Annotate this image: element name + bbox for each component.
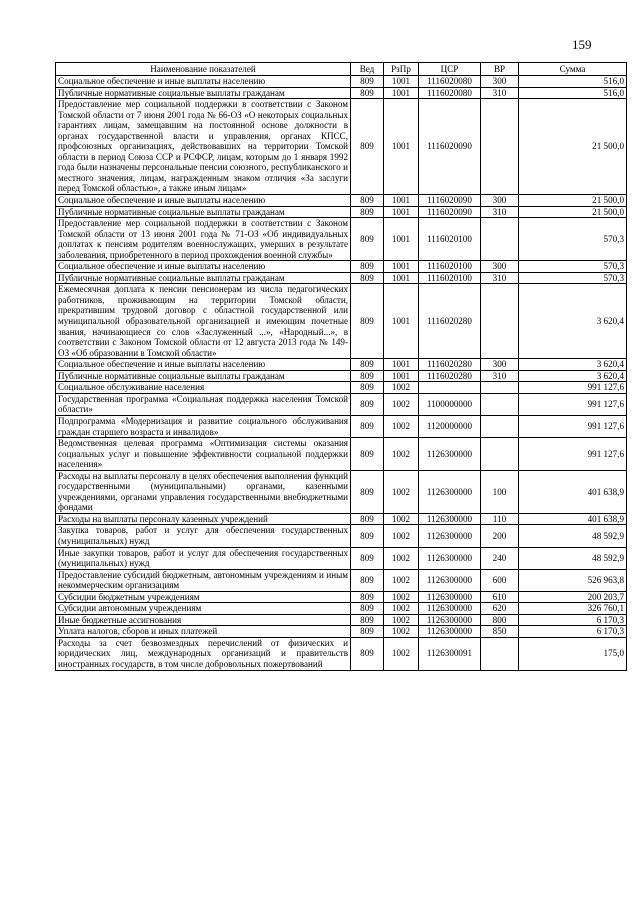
row-rzpr-cell: 1001: [384, 272, 419, 284]
table-row: [56, 76, 627, 88]
row-name-cell: Социальное обеспечение и иные выплаты населению: [56, 359, 351, 371]
row-name-cell: Субсидии автономным учреждениям: [56, 603, 351, 615]
row-ved-cell: 809: [351, 637, 384, 670]
table-row: [56, 393, 627, 415]
row-csr-cell: 1116020090: [419, 206, 481, 218]
row-vr-cell: 300: [481, 76, 519, 88]
row-sum-cell: 200 203,7: [519, 591, 627, 603]
row-rzpr-cell: 1002: [384, 393, 419, 415]
row-rzpr-cell: 1002: [384, 525, 419, 547]
row-rzpr-cell: 1002: [384, 614, 419, 626]
row-csr-cell: 1126300091: [419, 637, 481, 670]
row-vr-cell: 310: [481, 370, 519, 382]
row-csr-cell: 1126300000: [419, 603, 481, 615]
row-csr-cell: 1116020100: [419, 261, 481, 273]
row-sum-cell: 21 500,0: [519, 195, 627, 207]
row-ved-cell: 809: [351, 547, 384, 569]
row-ved-cell: 809: [351, 415, 384, 437]
row-ved-cell: 809: [351, 382, 384, 394]
row-rzpr-cell: 1002: [384, 513, 419, 525]
table-row: [56, 195, 627, 207]
row-sum-cell: 6 170,3: [519, 614, 627, 626]
row-name-cell: Социальное обслуживание населения: [56, 382, 351, 394]
header-sum: Сумма: [519, 63, 627, 76]
table-row: [56, 370, 627, 382]
table-row: [56, 569, 627, 591]
row-ved-cell: 809: [351, 370, 384, 382]
row-sum-cell: 21 500,0: [519, 99, 627, 195]
row-csr-cell: 1116020090: [419, 195, 481, 207]
table-row: [56, 359, 627, 371]
table-row: [56, 261, 627, 273]
row-name-cell: Публичные нормативные социальные выплаты гражданам: [56, 272, 351, 284]
row-name-cell: Иные бюджетные ассигнования: [56, 614, 351, 626]
row-ved-cell: 809: [351, 218, 384, 261]
row-sum-cell: 570,3: [519, 218, 627, 261]
row-csr-cell: [419, 382, 481, 394]
page-number: 159: [572, 37, 592, 52]
row-ved-cell: 809: [351, 195, 384, 207]
row-name-cell: Государственная программа «Социальная поддержка населения Томской области»: [56, 393, 351, 415]
row-csr-cell: 1126300000: [419, 470, 481, 513]
row-sum-cell: 991 127,6: [519, 382, 627, 394]
row-rzpr-cell: 1001: [384, 261, 419, 273]
row-sum-cell: 326 760,1: [519, 603, 627, 615]
row-ved-cell: 809: [351, 393, 384, 415]
row-vr-cell: [481, 382, 519, 394]
row-name-cell: Уплата налогов, сборов и иных платежей: [56, 626, 351, 638]
row-ved-cell: 809: [351, 99, 384, 195]
row-ved-cell: 809: [351, 438, 384, 471]
row-vr-cell: [481, 438, 519, 471]
row-name-cell: Ведомственная целевая программа «Оптимизация системы оказания социальных услуг и повышение эффективности социальной поддержки населения»: [56, 438, 351, 471]
row-ved-cell: 809: [351, 272, 384, 284]
row-csr-cell: 1126300000: [419, 547, 481, 569]
row-csr-cell: 1126300000: [419, 614, 481, 626]
row-rzpr-cell: 1001: [384, 206, 419, 218]
row-ved-cell: 809: [351, 591, 384, 603]
row-vr-cell: 850: [481, 626, 519, 638]
row-rzpr-cell: 1001: [384, 218, 419, 261]
row-name-cell: Социальное обеспечение и иные выплаты населению: [56, 76, 351, 88]
row-vr-cell: [481, 415, 519, 437]
row-vr-cell: 100: [481, 470, 519, 513]
row-sum-cell: 570,3: [519, 261, 627, 273]
row-rzpr-cell: 1002: [384, 591, 419, 603]
row-csr-cell: 1116020100: [419, 272, 481, 284]
row-ved-cell: 809: [351, 87, 384, 99]
row-name-cell: Иные закупки товаров, работ и услуг для обеспечения государственных (муниципальных) нужд: [56, 547, 351, 569]
row-rzpr-cell: 1002: [384, 438, 419, 471]
row-csr-cell: 1116020280: [419, 284, 481, 359]
row-vr-cell: [481, 99, 519, 195]
row-csr-cell: 1126300000: [419, 626, 481, 638]
row-name-cell: Расходы на выплаты персоналу в целях обеспечения выполнения функций государственными (муниципальными) органами, казенными учреждениями, органами управления государственными внебюджетными фондами: [56, 470, 351, 513]
header-vr: ВР: [481, 63, 519, 76]
row-vr-cell: 300: [481, 261, 519, 273]
row-sum-cell: 991 127,6: [519, 415, 627, 437]
row-csr-cell: 1116020280: [419, 370, 481, 382]
row-vr-cell: 300: [481, 359, 519, 371]
row-csr-cell: 1116020080: [419, 76, 481, 88]
row-vr-cell: 310: [481, 272, 519, 284]
row-ved-cell: 809: [351, 603, 384, 615]
row-csr-cell: 1126300000: [419, 525, 481, 547]
row-vr-cell: [481, 393, 519, 415]
row-csr-cell: 1116020080: [419, 87, 481, 99]
row-name-cell: Социальное обеспечение и иные выплаты населению: [56, 195, 351, 207]
table-row: [56, 284, 627, 359]
row-rzpr-cell: 1002: [384, 470, 419, 513]
table-row: [56, 415, 627, 437]
row-name-cell: Закупка товаров, работ и услуг для обеспечения государственных (муниципальных) нужд: [56, 525, 351, 547]
row-name-cell: Предоставление мер социальной поддержки в соответствии с Законом Томской области от 13 июня 2001 года № 71-ОЗ «Об индивидуальных доплатах к пенсиям родителям военнослужащих, умерших в результате заболевания, приобретенного в период прохождения военной службы»: [56, 218, 351, 261]
row-vr-cell: 610: [481, 591, 519, 603]
row-ved-cell: 809: [351, 614, 384, 626]
row-vr-cell: 300: [481, 195, 519, 207]
row-rzpr-cell: 1002: [384, 415, 419, 437]
table-header-row: [56, 63, 627, 76]
row-name-cell: Социальное обеспечение и иные выплаты населению: [56, 261, 351, 273]
row-csr-cell: 1126300000: [419, 569, 481, 591]
table-row: [56, 99, 627, 195]
row-name-cell: Подпрограмма «Модернизация и развитие социального обслуживания граждан старшего возраста и инвалидов»: [56, 415, 351, 437]
table-row: [56, 547, 627, 569]
row-sum-cell: 526 963,8: [519, 569, 627, 591]
row-sum-cell: 3 620,4: [519, 359, 627, 371]
row-ved-cell: 809: [351, 284, 384, 359]
row-rzpr-cell: 1002: [384, 569, 419, 591]
row-csr-cell: 1100000000: [419, 393, 481, 415]
row-vr-cell: 310: [481, 206, 519, 218]
row-ved-cell: 809: [351, 569, 384, 591]
row-csr-cell: 1116020090: [419, 99, 481, 195]
row-ved-cell: 809: [351, 261, 384, 273]
row-ved-cell: 809: [351, 76, 384, 88]
row-name-cell: Расходы на выплаты персоналу казенных учреждений: [56, 513, 351, 525]
table-row: [56, 626, 627, 638]
row-vr-cell: [481, 637, 519, 670]
table-row: [56, 438, 627, 471]
row-csr-cell: 1116020100: [419, 218, 481, 261]
header-csr: ЦСР: [419, 63, 481, 76]
row-sum-cell: 991 127,6: [519, 393, 627, 415]
row-rzpr-cell: 1001: [384, 359, 419, 371]
row-rzpr-cell: 1001: [384, 195, 419, 207]
row-csr-cell: 1120000000: [419, 415, 481, 437]
row-csr-cell: 1126300000: [419, 591, 481, 603]
row-rzpr-cell: 1001: [384, 87, 419, 99]
row-name-cell: Субсидии бюджетным учреждениям: [56, 591, 351, 603]
row-ved-cell: 809: [351, 525, 384, 547]
row-vr-cell: [481, 218, 519, 261]
row-sum-cell: 516,0: [519, 87, 627, 99]
row-vr-cell: 600: [481, 569, 519, 591]
row-sum-cell: 3 620,4: [519, 370, 627, 382]
row-rzpr-cell: 1001: [384, 284, 419, 359]
row-vr-cell: 240: [481, 547, 519, 569]
row-vr-cell: 110: [481, 513, 519, 525]
table-row: [56, 382, 627, 394]
row-ved-cell: 809: [351, 470, 384, 513]
table-row: [56, 272, 627, 284]
table-row: [56, 603, 627, 615]
row-sum-cell: 175,0: [519, 637, 627, 670]
row-name-cell: Публичные нормативные социальные выплаты гражданам: [56, 87, 351, 99]
row-sum-cell: 991 127,6: [519, 438, 627, 471]
table-row: [56, 637, 627, 670]
row-rzpr-cell: 1002: [384, 547, 419, 569]
row-rzpr-cell: 1002: [384, 382, 419, 394]
row-ved-cell: 809: [351, 626, 384, 638]
row-sum-cell: 21 500,0: [519, 206, 627, 218]
row-rzpr-cell: 1002: [384, 637, 419, 670]
row-vr-cell: 200: [481, 525, 519, 547]
header-rzpr: РзПр: [384, 63, 419, 76]
row-ved-cell: 809: [351, 513, 384, 525]
header-name: Наименование показателей: [56, 63, 351, 76]
table-row: [56, 591, 627, 603]
row-vr-cell: [481, 284, 519, 359]
row-sum-cell: 6 170,3: [519, 626, 627, 638]
row-rzpr-cell: 1002: [384, 603, 419, 615]
table-body: [56, 76, 627, 671]
row-sum-cell: 48 592,9: [519, 547, 627, 569]
table-row: [56, 87, 627, 99]
budget-table: [55, 62, 627, 671]
table-row: [56, 206, 627, 218]
row-ved-cell: 809: [351, 359, 384, 371]
row-csr-cell: 1126300000: [419, 513, 481, 525]
row-vr-cell: 800: [481, 614, 519, 626]
row-name-cell: Публичные нормативные социальные выплаты гражданам: [56, 370, 351, 382]
header-ved: Вед: [351, 63, 384, 76]
row-vr-cell: 310: [481, 87, 519, 99]
table-row: [56, 614, 627, 626]
row-rzpr-cell: 1001: [384, 370, 419, 382]
row-csr-cell: 1126300000: [419, 438, 481, 471]
table-row: [56, 218, 627, 261]
table-row: [56, 525, 627, 547]
row-sum-cell: 401 638,9: [519, 513, 627, 525]
row-sum-cell: 516,0: [519, 76, 627, 88]
row-name-cell: Предоставление мер социальной поддержки в соответствии с Законом Томской области от 7 июня 2001 года № 66-ОЗ «О некоторых социальных гарантиях лицам, замещавшим на постоянной основе должности в органах государственной власти и управления, органах КПСС, профсоюзных организациях, действовавших на территории Томской области в период Союза ССР и РСФСР, лицам, которым до 1 января 1992 года были назначены персональные пенсии союзного, республиканского и местного значения, лицам, награжденным знаком отличия «За заслуги перед Томской областью», а также иным лицам»: [56, 99, 351, 195]
table-row: [56, 513, 627, 525]
row-ved-cell: 809: [351, 206, 384, 218]
row-csr-cell: 1116020280: [419, 359, 481, 371]
row-vr-cell: 620: [481, 603, 519, 615]
row-sum-cell: 3 620,4: [519, 284, 627, 359]
row-rzpr-cell: 1002: [384, 626, 419, 638]
row-name-cell: Предоставление субсидий бюджетным, автономным учреждениям и иным некоммерческим организациям: [56, 569, 351, 591]
row-sum-cell: 48 592,9: [519, 525, 627, 547]
row-rzpr-cell: 1001: [384, 76, 419, 88]
row-sum-cell: 570,3: [519, 272, 627, 284]
table-row: [56, 470, 627, 513]
row-name-cell: Расходы за счет безвозмездных перечислений от физических и юридических лиц, международных организаций и правительств иностранных государств, в том числе добровольных пожертвований: [56, 637, 351, 670]
row-sum-cell: 401 638,9: [519, 470, 627, 513]
row-rzpr-cell: 1001: [384, 99, 419, 195]
row-name-cell: Публичные нормативные социальные выплаты гражданам: [56, 206, 351, 218]
row-name-cell: Ежемесячная доплата к пенсии пенсионерам из числа педагогических работников, проживающим на территории Томской области, прекратившим трудовой договор с областной государственной или муниципальной образовательной организацией и имеющим почетные звания, начинающиеся со слов «Заслуженный ...», «Народный...», в соответствии с Законом Томской области от 12 августа 2013 года № 149-ОЗ «Об образовании в Томской области»: [56, 284, 351, 359]
